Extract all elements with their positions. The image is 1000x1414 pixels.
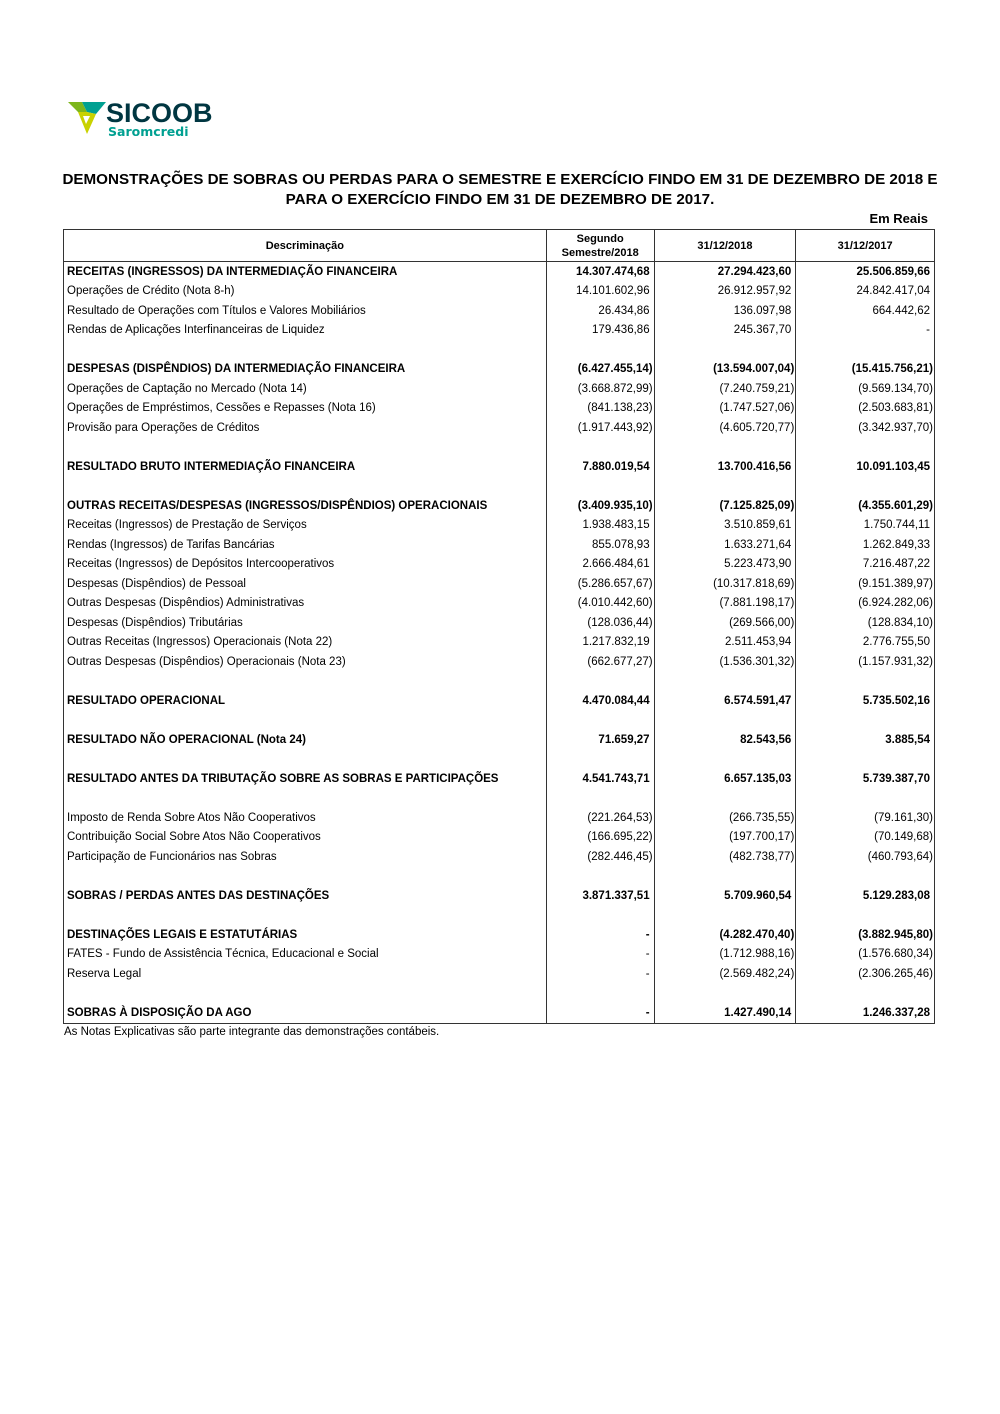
row-value: 27.294.423,60 xyxy=(654,262,796,282)
row-label xyxy=(64,750,547,770)
row-value xyxy=(654,789,796,809)
row-label: Despesas (Dispêndios) de Pessoal xyxy=(64,574,547,594)
row-value: (221.264,53) xyxy=(546,808,654,828)
row-label: RESULTADO ANTES DA TRIBUTAÇÃO SOBRE AS SOBRAS E PARTICIPAÇÕES xyxy=(64,769,547,789)
row-value: 7.880.019,54 xyxy=(546,457,654,477)
row-value xyxy=(654,340,796,360)
statement-table xyxy=(63,229,935,1024)
footnote: As Notas Explicativas são parte integrante das demonstrações contábeis. xyxy=(64,1026,440,1038)
table-row xyxy=(64,847,935,867)
row-value: 82.543,56 xyxy=(654,730,796,750)
row-value: (128.834,10) xyxy=(796,613,935,633)
table-row xyxy=(64,769,935,789)
row-value: - xyxy=(546,945,654,965)
row-value: 26.434,86 xyxy=(546,301,654,321)
row-value: (9.569.134,70) xyxy=(796,379,935,399)
row-value: (9.151.389,97) xyxy=(796,574,935,594)
row-value: (3.668.872,99) xyxy=(546,379,654,399)
row-label: Outras Despesas (Dispêndios) Operacionais (Nota 23) xyxy=(64,652,547,672)
table-row xyxy=(64,925,935,945)
row-value xyxy=(654,867,796,887)
row-value xyxy=(796,750,935,770)
row-value xyxy=(654,477,796,497)
row-value: (79.161,30) xyxy=(796,808,935,828)
table-row xyxy=(64,457,935,477)
column-header xyxy=(546,230,654,262)
table-row xyxy=(64,574,935,594)
logo-wordmark: SICOOB xyxy=(106,98,213,128)
row-value: (269.566,00) xyxy=(654,613,796,633)
row-value: - xyxy=(546,1003,654,1023)
row-value: (482.738,77) xyxy=(654,847,796,867)
row-value: (166.695,22) xyxy=(546,828,654,848)
row-value: - xyxy=(546,964,654,984)
spacer-row xyxy=(64,711,935,731)
row-value: (841.138,23) xyxy=(546,399,654,419)
row-value: 7.216.487,22 xyxy=(796,555,935,575)
row-value: 2.666.484,61 xyxy=(546,555,654,575)
row-value: (460.793,64) xyxy=(796,847,935,867)
row-value xyxy=(546,750,654,770)
table-row xyxy=(64,808,935,828)
column-header-line: Semestre/2018 xyxy=(561,246,639,259)
row-value: 5.739.387,70 xyxy=(796,769,935,789)
row-value: 179.436,86 xyxy=(546,321,654,341)
row-label xyxy=(64,984,547,1004)
row-label: Participação de Funcionários nas Sobras xyxy=(64,847,547,867)
row-label: Imposto de Renda Sobre Atos Não Cooperativos xyxy=(64,808,547,828)
row-value: 14.101.602,96 xyxy=(546,282,654,302)
spacer-row xyxy=(64,340,935,360)
row-value xyxy=(654,711,796,731)
row-value: (4.355.601,29) xyxy=(796,496,935,516)
row-value: 855.078,93 xyxy=(546,535,654,555)
row-value xyxy=(796,984,935,1004)
row-value: 13.700.416,56 xyxy=(654,457,796,477)
row-label: Rendas (Ingressos) de Tarifas Bancárias xyxy=(64,535,547,555)
table-row xyxy=(64,594,935,614)
table-row xyxy=(64,321,935,341)
row-label xyxy=(64,789,547,809)
row-value: 14.307.474,68 xyxy=(546,262,654,282)
row-value: (128.036,44) xyxy=(546,613,654,633)
row-value: (6.427.455,14) xyxy=(546,360,654,380)
row-label: Rendas de Aplicações Interfinanceiras de Liquidez xyxy=(64,321,547,341)
row-label: Operações de Captação no Mercado (Nota 14) xyxy=(64,379,547,399)
row-value: - xyxy=(546,925,654,945)
row-value: 3.885,54 xyxy=(796,730,935,750)
row-label: Operações de Crédito (Nota 8-h) xyxy=(64,282,547,302)
row-value: 664.442,62 xyxy=(796,301,935,321)
row-value: (3.882.945,80) xyxy=(796,925,935,945)
row-value: 2.776.755,50 xyxy=(796,633,935,653)
row-label: SOBRAS À DISPOSIÇÃO DA AGO xyxy=(64,1003,547,1023)
row-value: 1.938.483,15 xyxy=(546,516,654,536)
row-label: DESTINAÇÕES LEGAIS E ESTATUTÁRIAS xyxy=(64,925,547,945)
row-value: (4.605.720,77) xyxy=(654,418,796,438)
row-value: (1.536.301,32) xyxy=(654,652,796,672)
table-row xyxy=(64,360,935,380)
row-value: (662.677,27) xyxy=(546,652,654,672)
row-value: 1.246.337,28 xyxy=(796,1003,935,1023)
row-value: 2.511.453,94 xyxy=(654,633,796,653)
row-value xyxy=(654,438,796,458)
table-row xyxy=(64,945,935,965)
row-value: (1.747.527,06) xyxy=(654,399,796,419)
row-value xyxy=(654,750,796,770)
column-header-line: Segundo xyxy=(576,232,624,245)
table-row xyxy=(64,633,935,653)
row-value: 26.912.957,92 xyxy=(654,282,796,302)
table-row xyxy=(64,301,935,321)
row-value xyxy=(796,438,935,458)
row-value xyxy=(546,477,654,497)
table-row xyxy=(64,613,935,633)
row-value: (6.924.282,06) xyxy=(796,594,935,614)
table-row xyxy=(64,516,935,536)
table-row xyxy=(64,555,935,575)
table-row xyxy=(64,282,935,302)
row-value: 4.470.084,44 xyxy=(546,691,654,711)
row-value: 24.842.417,04 xyxy=(796,282,935,302)
row-label: Outras Despesas (Dispêndios) Administrativas xyxy=(64,594,547,614)
row-value: (7.125.825,09) xyxy=(654,496,796,516)
row-value xyxy=(796,867,935,887)
row-value xyxy=(796,340,935,360)
row-value xyxy=(796,906,935,926)
row-value: (1.917.443,92) xyxy=(546,418,654,438)
row-value xyxy=(796,789,935,809)
row-value xyxy=(546,672,654,692)
row-label xyxy=(64,867,547,887)
row-label xyxy=(64,672,547,692)
row-value: 3.871.337,51 xyxy=(546,886,654,906)
row-value: 6.657.135,03 xyxy=(654,769,796,789)
row-value xyxy=(546,906,654,926)
row-value: 71.659,27 xyxy=(546,730,654,750)
sicoob-logo xyxy=(68,100,218,142)
row-value xyxy=(546,438,654,458)
row-value: (282.446,45) xyxy=(546,847,654,867)
row-label: Contribuição Social Sobre Atos Não Cooperativos xyxy=(64,828,547,848)
row-label xyxy=(64,438,547,458)
row-label: RESULTADO NÃO OPERACIONAL (Nota 24) xyxy=(64,730,547,750)
row-label: Provisão para Operações de Créditos xyxy=(64,418,547,438)
table-row xyxy=(64,730,935,750)
row-value xyxy=(796,477,935,497)
column-header: Descriminação xyxy=(64,230,547,262)
row-value xyxy=(546,867,654,887)
column-header: 31/12/2018 xyxy=(654,230,796,262)
row-value: (197.700,17) xyxy=(654,828,796,848)
row-value: (2.569.482,24) xyxy=(654,964,796,984)
table-row xyxy=(64,262,935,282)
spacer-row xyxy=(64,438,935,458)
row-label xyxy=(64,477,547,497)
spacer-row xyxy=(64,750,935,770)
row-value: 5.735.502,16 xyxy=(796,691,935,711)
row-value: (2.306.265,46) xyxy=(796,964,935,984)
table-row xyxy=(64,691,935,711)
sicoob-triangle-icon xyxy=(68,100,106,136)
row-value: (1.157.931,32) xyxy=(796,652,935,672)
row-label: Receitas (Ingressos) de Depósitos Intercooperativos xyxy=(64,555,547,575)
row-value: 1.427.490,14 xyxy=(654,1003,796,1023)
row-value: 1.633.271,64 xyxy=(654,535,796,555)
row-value xyxy=(796,672,935,692)
row-label: Resultado de Operações com Títulos e Valores Mobiliários xyxy=(64,301,547,321)
row-value xyxy=(546,984,654,1004)
row-label: RECEITAS (INGRESSOS) DA INTERMEDIAÇÃO FINANCEIRA xyxy=(64,262,547,282)
row-label: RESULTADO OPERACIONAL xyxy=(64,691,547,711)
row-value xyxy=(654,984,796,1004)
table-row xyxy=(64,399,935,419)
row-value: (15.415.756,21) xyxy=(796,360,935,380)
row-label: Receitas (Ingressos) de Prestação de Serviços xyxy=(64,516,547,536)
spacer-row xyxy=(64,672,935,692)
spacer-row xyxy=(64,906,935,926)
table-header xyxy=(64,230,935,262)
row-value: 6.574.591,47 xyxy=(654,691,796,711)
row-label: SOBRAS / PERDAS ANTES DAS DESTINAÇÕES xyxy=(64,886,547,906)
row-value: (2.503.683,81) xyxy=(796,399,935,419)
row-value: (13.594.007,04) xyxy=(654,360,796,380)
row-value: (1.712.988,16) xyxy=(654,945,796,965)
row-value: (7.881.198,17) xyxy=(654,594,796,614)
row-value: 136.097,98 xyxy=(654,301,796,321)
column-header: 31/12/2017 xyxy=(796,230,935,262)
table-row xyxy=(64,886,935,906)
row-value: 1.262.849,33 xyxy=(796,535,935,555)
row-value: 4.541.743,71 xyxy=(546,769,654,789)
logo-subtitle: Saromcredi xyxy=(108,124,189,139)
row-value: 10.091.103,45 xyxy=(796,457,935,477)
row-value: (4.282.470,40) xyxy=(654,925,796,945)
row-value: 5.223.473,90 xyxy=(654,555,796,575)
row-value: 25.506.859,66 xyxy=(796,262,935,282)
row-label: RESULTADO BRUTO INTERMEDIAÇÃO FINANCEIRA xyxy=(64,457,547,477)
row-value: (4.010.442,60) xyxy=(546,594,654,614)
row-label: Despesas (Dispêndios) Tributárias xyxy=(64,613,547,633)
row-value: (1.576.680,34) xyxy=(796,945,935,965)
row-label xyxy=(64,340,547,360)
page-title: DEMONSTRAÇÕES DE SOBRAS OU PERDAS PARA O SEMESTRE E EXERCÍCIO FINDO EM 31 DE DEZEMBRO DE 2018 E PARA O EXERCÍCIO FINDO EM 31 DE DEZEMBRO DE 2017. xyxy=(62,171,938,208)
row-value: (3.409.935,10) xyxy=(546,496,654,516)
row-label: Reserva Legal xyxy=(64,964,547,984)
unit-label: Em Reais xyxy=(869,211,928,226)
row-value: 5.129.283,08 xyxy=(796,886,935,906)
table-row xyxy=(64,652,935,672)
row-value: (266.735,55) xyxy=(654,808,796,828)
row-value: 1.217.832,19 xyxy=(546,633,654,653)
row-value: (3.342.937,70) xyxy=(796,418,935,438)
spacer-row xyxy=(64,477,935,497)
row-value: 5.709.960,54 xyxy=(654,886,796,906)
table-row xyxy=(64,496,935,516)
spacer-row xyxy=(64,867,935,887)
row-label: Outras Receitas (Ingressos) Operacionais (Nota 22) xyxy=(64,633,547,653)
table-row xyxy=(64,535,935,555)
row-value: 3.510.859,61 xyxy=(654,516,796,536)
row-value: (7.240.759,21) xyxy=(654,379,796,399)
table-row xyxy=(64,964,935,984)
table-row xyxy=(64,379,935,399)
row-value xyxy=(654,906,796,926)
row-value xyxy=(546,340,654,360)
row-label xyxy=(64,906,547,926)
row-label: OUTRAS RECEITAS/DESPESAS (INGRESSOS/DISPÊNDIOS) OPERACIONAIS xyxy=(64,496,547,516)
row-value xyxy=(796,711,935,731)
row-label: DESPESAS (DISPÊNDIOS) DA INTERMEDIAÇÃO FINANCEIRA xyxy=(64,360,547,380)
row-value xyxy=(654,672,796,692)
row-label: Operações de Empréstimos, Cessões e Repasses (Nota 16) xyxy=(64,399,547,419)
spacer-row xyxy=(64,789,935,809)
row-value: 245.367,70 xyxy=(654,321,796,341)
row-value xyxy=(546,711,654,731)
table-row xyxy=(64,1003,935,1023)
row-value xyxy=(546,789,654,809)
row-label xyxy=(64,711,547,731)
row-value: (70.149,68) xyxy=(796,828,935,848)
row-value: (5.286.657,67) xyxy=(546,574,654,594)
table-row xyxy=(64,418,935,438)
spacer-row xyxy=(64,984,935,1004)
table-body xyxy=(64,262,935,1024)
row-value: 1.750.744,11 xyxy=(796,516,935,536)
table-row xyxy=(64,828,935,848)
row-value: - xyxy=(796,321,935,341)
row-value: (10.317.818,69) xyxy=(654,574,796,594)
row-label: FATES - Fundo de Assistência Técnica, Educacional e Social xyxy=(64,945,547,965)
